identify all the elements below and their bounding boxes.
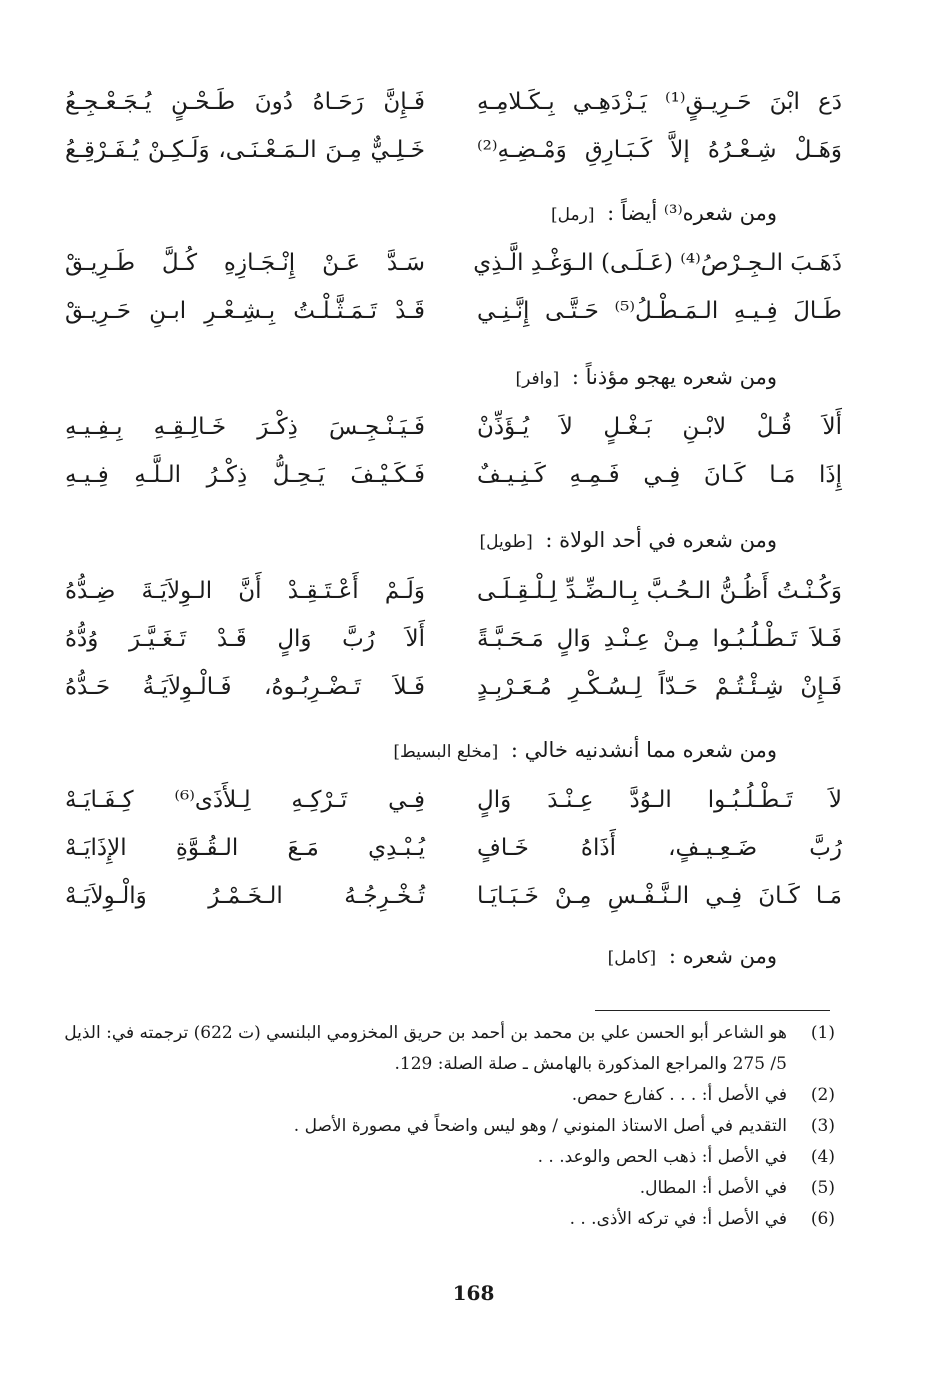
footnote-number: (2)	[810, 1085, 835, 1105]
verse-line	[55, 407, 842, 451]
meter-label: [رمل]	[551, 205, 595, 225]
verse-second-hemistich: يُـبْـدِي مَـعَ الـقُـوَّةِ الإِذَايَـهْ	[65, 835, 425, 861]
verse-first-hemistich: فَـلاَ تَـطْـلُـبُـوا مِـنْ عِـنْـدِ وَالٍ مَـحَـبَّـةً	[477, 626, 842, 652]
footnote	[55, 1173, 835, 1204]
footnote-text: التقديم في أصل الاستاذ المنوني / وهو ليس واضحاً في مصورة الأصل .	[293, 1116, 787, 1136]
footnote-text: في الأصل أ: في تركه الأذى. . .	[569, 1209, 787, 1229]
heading-text: ومن شعره يهجو مؤذناً :	[571, 365, 777, 389]
footnote-number: (1)	[810, 1023, 835, 1043]
footnote-number: (4)	[810, 1147, 835, 1167]
footnote	[55, 1018, 835, 1080]
verse-second-hemistich: سَـدَّ عَـنْ إِنْـجَـازِهِ كُـلَّ طَـرِيـقْ	[65, 250, 425, 276]
verse-line	[55, 780, 842, 824]
verse-first-hemistich: طَـالَ فِـيـهِ الـمَـطْـلُ⁽⁵⁾ حَـتَّـى إِنَّـنِـي	[477, 298, 842, 324]
footnote-number: (6)	[810, 1209, 835, 1229]
meter-label: [طويل]	[479, 532, 533, 552]
verse-first-hemistich: دَع ابْنَ حَـرِيـقٍ⁽¹⁾ يَـزْدَهِـي بِـكَـلامِـهِ	[477, 89, 842, 115]
heading-text: ومن شعره :	[668, 944, 777, 968]
footnote	[55, 1111, 835, 1142]
heading-text: ومن شعره في أحد الولاة :	[545, 528, 777, 552]
verse-first-hemistich: إِذَا مَـا كَـانَ فِـي فَـمِـهِ كَـنِـيـفٌ	[477, 462, 842, 488]
verse-second-hemistich: فَـكَـيْـفَ يَـحِـلُّ ذِكْـرُ الـلَّـهِ فِـيـهِ	[65, 462, 425, 488]
verse-second-hemistich: تُـخْـرِجُـهُ الـخَـمْـرُ وَالْـوِلاَيَـهْ	[65, 883, 425, 909]
verse-line	[55, 455, 842, 499]
verse-second-hemistich: قَـدْ تَـمَـثَّـلْـتُ بِـشِـعْـرِ ابـنِ حَـرِيـقْ	[65, 298, 425, 324]
verse-first-hemistich: لاَ تَـطْـلُـبُـوا الـوُدَّ عِـنْـدَ وَالٍ	[477, 787, 842, 813]
meter-label: [مخلع البسيط]	[393, 742, 499, 762]
verse-line	[55, 667, 842, 711]
section-heading	[480, 524, 777, 558]
verse-second-hemistich: أَلاَ رُبَّ وَالٍ قَـدْ تَـغَـيَّـرَ وُدُّهُ	[65, 626, 425, 652]
verse-line	[55, 828, 842, 872]
footnote-text: في الأصل أ: . . . كفارع حمص.	[571, 1085, 787, 1105]
section-heading	[608, 940, 777, 974]
section-heading	[551, 197, 777, 231]
footnote-number: (3)	[810, 1116, 835, 1136]
verse-second-hemistich: فِـي تَـرْكِـهِ لِـلأَذَى⁽⁶⁾ كِـفَـايَـهْ	[65, 787, 425, 813]
verse-first-hemistich: رُبَّ ضَـعِـيـفٍ، أَذَاهُ خَـافٍ	[477, 835, 842, 861]
footnote-text: هو الشاعر أبو الحسن علي بن محمد بن أحمد بن حريق المخزومي البلنسي (ت 622) ترجمته في: الذيل 5/ 275 والمراجع المذكورة بالهامش ـ صلة الصلة: 129.	[64, 1023, 787, 1074]
verse-first-hemistich: وَهَـلْ شِـعْـرُهُ إلاَّ كَـبَـارِقِ وَمْـضِـهِ⁽²⁾	[477, 137, 842, 163]
verse-line	[55, 571, 842, 615]
footnote-divider	[595, 1010, 830, 1011]
footnotes	[55, 1018, 835, 1235]
meter-label: [كامل]	[607, 948, 657, 968]
verse-line	[55, 619, 842, 663]
verse-first-hemistich: وَكُـنْـتُ أَظُـنُّ الـحُـبَّ بِـالـضِّـدِّ لِـلْـقِـلَـى	[477, 578, 842, 604]
footnote	[55, 1204, 835, 1235]
verse-line	[55, 243, 842, 287]
section-heading	[393, 734, 777, 768]
footnote-text: في الأصل أ: ذهب الحص والوعد. . .	[537, 1147, 787, 1167]
footnote	[55, 1080, 835, 1111]
verse-second-hemistich: فَـإِنَّ رَحَـاهُ دُونَ طَـحْـنٍ يُـجَـعْـجِـعُ	[65, 89, 425, 115]
verse-second-hemistich: فَـيَـنْـجِـسَ ذِكْـرَ خَـالِـقِـهِ بِـفِـيـهِ	[65, 414, 425, 440]
verse-first-hemistich: فَـإِنْ شِـئْـتُـمْ حَـدّاً لِـسُـكْـرِ مُـعَـرْبِـدٍ	[477, 674, 842, 700]
section-heading	[516, 361, 778, 395]
verse-line	[55, 82, 842, 126]
verse-first-hemistich: أَلاَ قُـلْ لابْـنِ بَـغْـلٍ لاَ يُـؤَذِّنْ	[477, 414, 842, 440]
page-number: 168	[452, 1281, 495, 1305]
footnote-text: في الأصل أ: المطال.	[639, 1178, 787, 1198]
verse-second-hemistich: وَلَـمْ أَعْـتَـقِـدْ أَنَّ الـوِلاَيَـةَ ضِـدُّهُ	[65, 578, 425, 604]
verse-first-hemistich: مَـا كَـانَ فِـي الـنَّـفْـسِ مِـنْ خَـبَـايَـا	[477, 883, 842, 909]
heading-text: ومن شعره مما أنشدنيه خالي :	[510, 738, 777, 762]
verse-line	[55, 876, 842, 920]
verse-second-hemistich: خَـلِـيٌّ مِـنَ الـمَـعْـنَـى، وَلَـكِـنْ يُـفَـرْقِـعُ	[65, 137, 425, 163]
verse-second-hemistich: فَـلاَ تَـضْـرِبُـوهُ، فَـالْـوِلاَيَـةُ حَـدُّهُ	[65, 674, 425, 700]
verse-line	[55, 130, 842, 174]
verse-first-hemistich: ذَهَـبَ الـجِـرْصُ⁽⁴⁾ (عَـلَـى) الـوَغْـدِ الَّـذِي	[473, 250, 842, 276]
verse-line	[55, 291, 842, 335]
footnote-number: (5)	[810, 1178, 835, 1198]
heading-text: ومن شعره⁽³⁾ أيضاً :	[607, 201, 777, 225]
footnote	[55, 1142, 835, 1173]
meter-label: [وافر]	[515, 369, 560, 389]
